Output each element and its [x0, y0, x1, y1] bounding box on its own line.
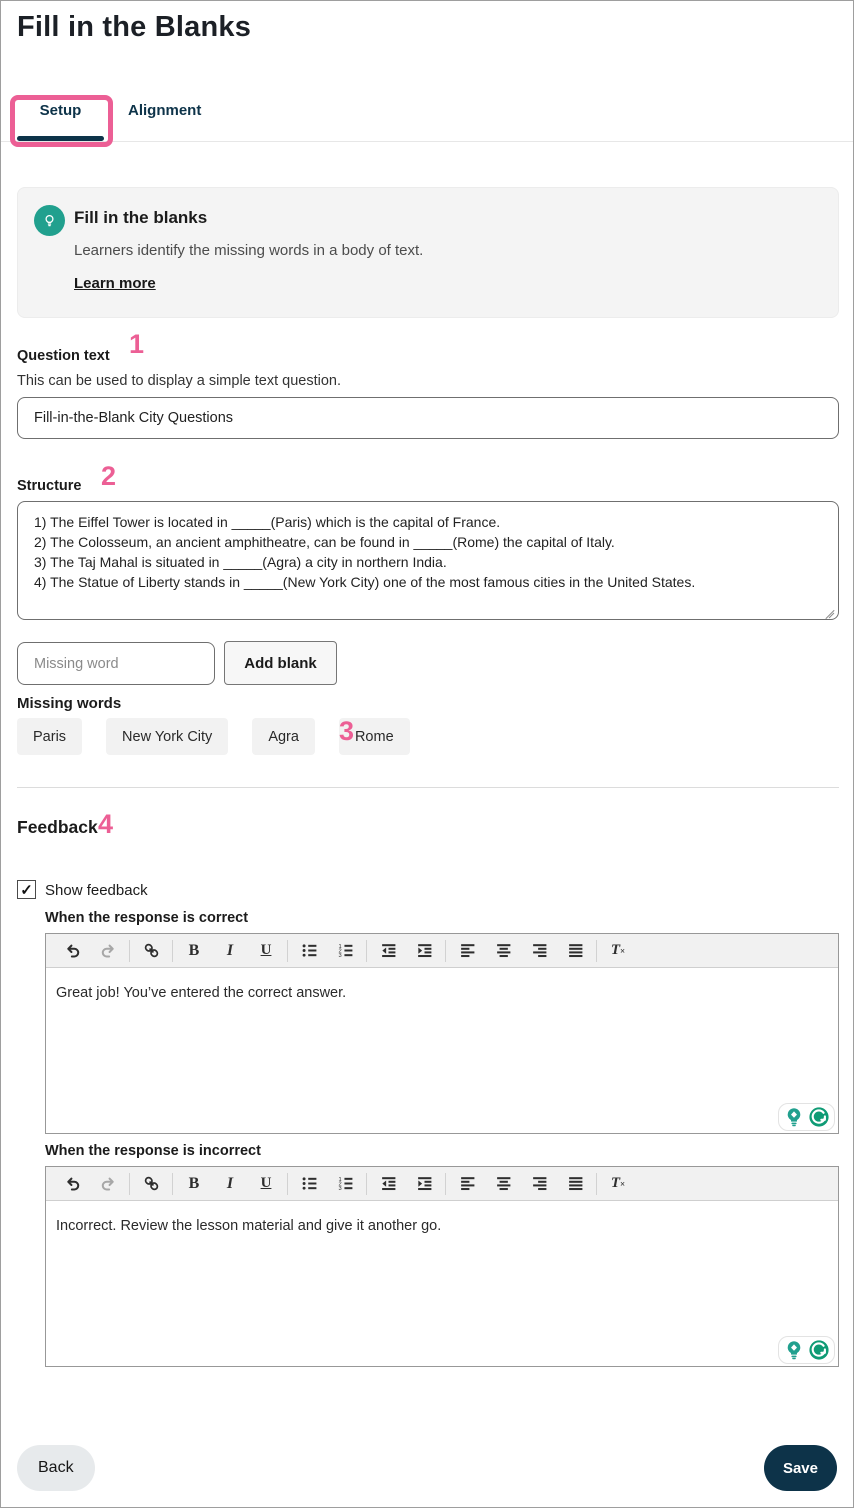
undo-button[interactable] [54, 1167, 90, 1200]
back-button[interactable]: Back [17, 1445, 95, 1491]
align-right-icon [531, 942, 548, 959]
save-button[interactable]: Save [764, 1445, 837, 1491]
question-text-input[interactable] [17, 397, 839, 439]
clear-formatting-icon: T [610, 1175, 621, 1191]
editor-toolbar [46, 1167, 838, 1201]
align-center-icon [495, 942, 512, 959]
toolbar-separator [366, 1173, 367, 1195]
incorrect-feedback-text: Incorrect. Review the lesson material and give it another go. [56, 1218, 442, 1234]
toolbar-separator [596, 1173, 597, 1195]
incorrect-feedback-editor [45, 1166, 839, 1367]
annotation-number-3: 3 [339, 716, 355, 746]
correct-feedback-text: Great job! You’ve entered the correct answer. [56, 985, 347, 1001]
toolbar-separator [172, 1173, 173, 1195]
toolbar-separator [596, 940, 597, 962]
redo-button[interactable] [90, 1167, 126, 1200]
editor-toolbar [46, 934, 838, 968]
numbered-list-button[interactable] [327, 1167, 363, 1200]
align-right-button[interactable] [521, 1167, 557, 1200]
annotation-number-4: 4 [98, 809, 114, 839]
indent-button[interactable] [406, 934, 442, 967]
missing-word-chip[interactable]: Paris [17, 718, 82, 755]
align-center-button[interactable] [485, 1167, 521, 1200]
justify-button[interactable] [557, 1167, 593, 1200]
tab-setup[interactable]: Setup [39, 102, 82, 119]
toolbar-separator [129, 940, 130, 962]
lightbulb-icon [34, 205, 65, 236]
align-center-button[interactable] [485, 934, 521, 967]
grammarly-icon [808, 1106, 830, 1128]
link-button[interactable] [133, 1167, 169, 1200]
undo-button[interactable] [54, 934, 90, 967]
info-card [17, 187, 839, 318]
info-card-description: Learners identify the missing words in a body of text. [74, 242, 424, 259]
outdent-icon [380, 1175, 397, 1192]
section-divider [17, 787, 839, 788]
link-icon [143, 1175, 160, 1192]
italic-button[interactable]: I [212, 1167, 248, 1200]
bullet-list-icon [301, 1175, 318, 1192]
outdent-button[interactable] [370, 1167, 406, 1200]
undo-icon [64, 942, 81, 959]
bold-button[interactable]: B [176, 1167, 212, 1200]
missing-words-label: Missing words [17, 695, 122, 712]
learn-more-link[interactable]: Learn more [74, 275, 156, 292]
tab-setup-active-underline [17, 136, 104, 141]
clear-formatting-icon: T [610, 942, 621, 958]
toolbar-separator [172, 940, 173, 962]
incorrect-feedback-label: When the response is incorrect [45, 1143, 261, 1159]
tabs-divider [1, 141, 854, 142]
numbered-list-button[interactable] [327, 934, 363, 967]
indent-button[interactable] [406, 1167, 442, 1200]
redo-icon [100, 1175, 117, 1192]
link-button[interactable] [133, 934, 169, 967]
clear-formatting-button[interactable]: T × [600, 1167, 636, 1200]
missing-words-list [17, 718, 410, 755]
toolbar-separator [129, 1173, 130, 1195]
underline-button[interactable]: U [248, 1167, 284, 1200]
toolbar-separator [287, 940, 288, 962]
missing-word-chip[interactable]: Rome [339, 718, 410, 755]
numbered-list-icon [337, 942, 354, 959]
justify-icon [567, 1175, 584, 1192]
annotation-number-1: 1 [129, 329, 145, 359]
numbered-list-icon [337, 1175, 354, 1192]
missing-word-chip[interactable]: Agra [252, 718, 315, 755]
clear-formatting-button[interactable]: T × [600, 934, 636, 967]
grammarly-icon [808, 1339, 830, 1361]
page-title: Fill in the Blanks [17, 11, 252, 43]
add-blank-button[interactable]: Add blank [224, 641, 337, 685]
align-right-icon [531, 1175, 548, 1192]
bold-button[interactable]: B [176, 934, 212, 967]
underline-button[interactable]: U [248, 934, 284, 967]
undo-icon [64, 1175, 81, 1192]
link-icon [143, 942, 160, 959]
align-left-icon [459, 1175, 476, 1192]
toolbar-separator [445, 940, 446, 962]
annotation-number-2: 2 [101, 461, 117, 491]
missing-word-input[interactable] [17, 642, 215, 685]
indent-icon [416, 1175, 433, 1192]
align-left-button[interactable] [449, 934, 485, 967]
structure-textarea[interactable] [17, 501, 839, 620]
indent-icon [416, 942, 433, 959]
correct-feedback-textbox[interactable] [46, 968, 838, 1134]
align-right-button[interactable] [521, 934, 557, 967]
question-text-label: Question text [17, 348, 110, 364]
outdent-button[interactable] [370, 934, 406, 967]
justify-button[interactable] [557, 934, 593, 967]
grammarly-badge[interactable] [778, 1336, 835, 1364]
structure-label: Structure [17, 478, 82, 494]
bullet-list-button[interactable] [291, 1167, 327, 1200]
info-card-title: Fill in the blanks [74, 208, 208, 227]
suggestion-bulb-icon [783, 1339, 805, 1361]
checkmark-icon: ✓ [20, 881, 33, 899]
outdent-icon [380, 942, 397, 959]
grammarly-badge[interactable] [778, 1103, 835, 1131]
align-left-button[interactable] [449, 1167, 485, 1200]
redo-button[interactable] [90, 934, 126, 967]
bullet-list-button[interactable] [291, 934, 327, 967]
align-left-icon [459, 942, 476, 959]
feedback-heading: Feedback [17, 817, 98, 837]
align-center-icon [495, 1175, 512, 1192]
show-feedback-label: Show feedback [45, 882, 148, 899]
question-text-helper: This can be used to display a simple text question. [17, 373, 342, 389]
show-feedback-checkbox[interactable] [17, 880, 36, 899]
missing-word-chip[interactable]: New York City [106, 718, 228, 755]
toolbar-separator [287, 1173, 288, 1195]
toolbar-separator [366, 940, 367, 962]
correct-feedback-editor [45, 933, 839, 1134]
tab-alignment[interactable]: Alignment [128, 102, 202, 119]
redo-icon [100, 942, 117, 959]
justify-icon [567, 942, 584, 959]
correct-feedback-label: When the response is correct [45, 910, 249, 926]
suggestion-bulb-icon [783, 1106, 805, 1128]
toolbar-separator [445, 1173, 446, 1195]
incorrect-feedback-textbox[interactable] [46, 1201, 838, 1367]
italic-button[interactable]: I [212, 934, 248, 967]
bullet-list-icon [301, 942, 318, 959]
